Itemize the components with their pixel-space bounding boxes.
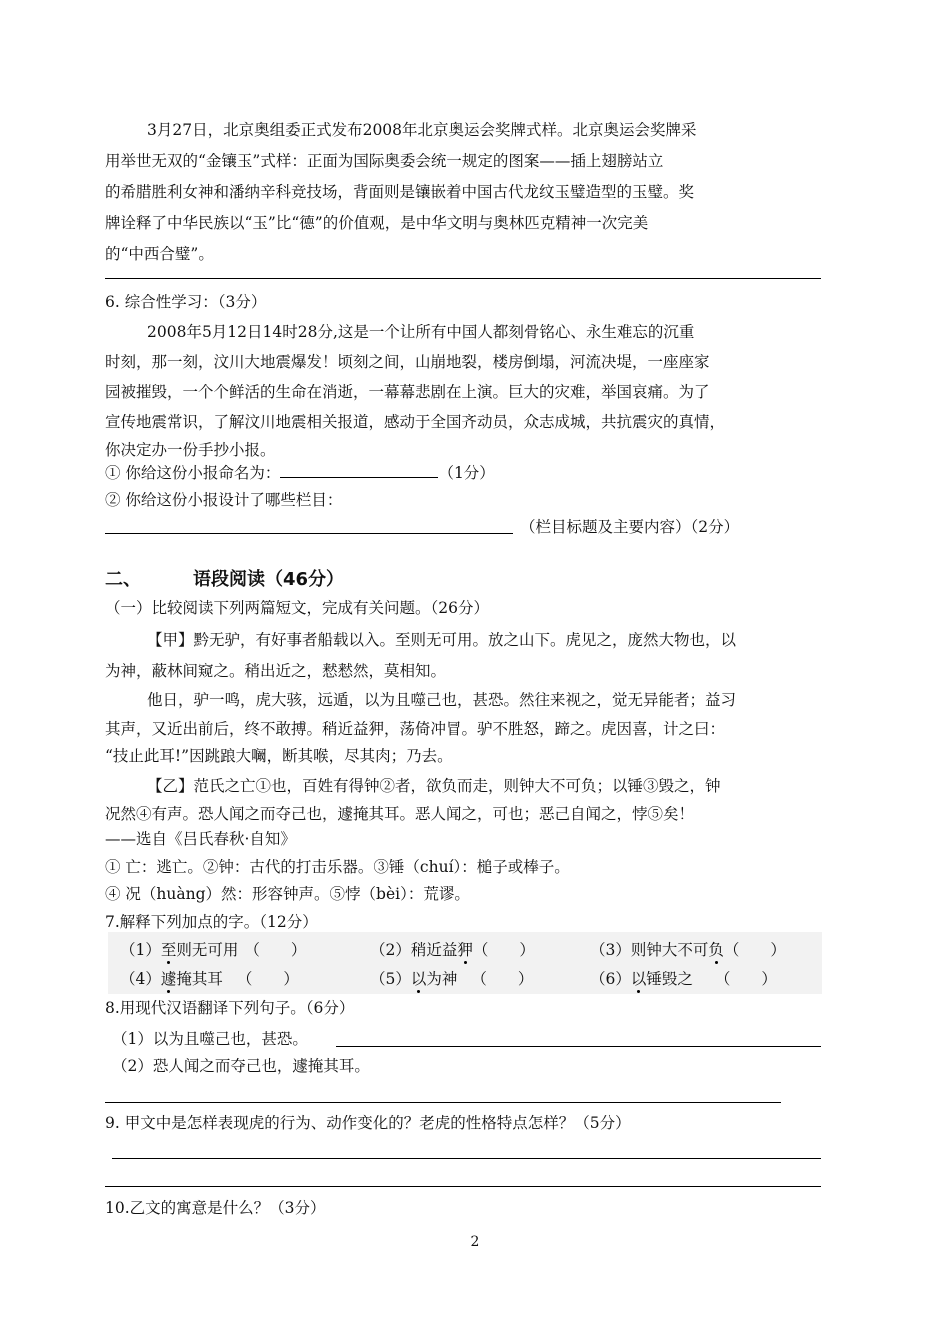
dotted-char: 狎 xyxy=(457,941,473,959)
dotted-char: 以 xyxy=(410,970,427,988)
q7-title: 7.解释下列加点的字。（12分） xyxy=(105,913,318,931)
q6-sub1-score: （1分） xyxy=(438,464,495,482)
passage-line: 牌诠释了中华民族以“玉”比“德”的价值观，是中华文明与奥林匹克精神一次完美 xyxy=(105,214,649,232)
jia-line: 【甲】黔无驴，有好事者船载以入。至则无可用。放之山下。虎见之，庞然大物也，以 xyxy=(147,631,737,649)
section-number: 二、 xyxy=(105,569,141,590)
q7-item: （1）至则无可用 （ ） xyxy=(120,941,307,959)
q6-sub1 xyxy=(105,461,495,483)
annotation-line: ④ 况（huàng）然：形容钟声。⑤悖（bèi）：荒谬。 xyxy=(105,885,470,903)
part1-instruction: （一）比较阅读下列两篇短文，完成有关问题。（26分） xyxy=(105,599,489,617)
answer-blank[interactable]: （ ） xyxy=(236,970,299,988)
jia-line: “技止此耳!”因跳踉大㘎，断其喉，尽其肉；乃去。 xyxy=(105,747,453,765)
q6-body-line: 你决定办一份手抄小报。 xyxy=(105,441,276,459)
q10-title: 10.乙文的寓意是什么？（3分） xyxy=(105,1199,326,1217)
q7-item: （6）以锤毁之 （ ） xyxy=(590,970,777,988)
yi-line: 况然④有声。恐人闻之而夺己也，遽掩其耳。恶人闻之，可也；恶己自闻之，悖⑤矣！ xyxy=(105,805,695,823)
answer-blank[interactable]: （ ） xyxy=(471,970,534,988)
q7-item: （4）遽掩其耳 （ ） xyxy=(120,970,299,988)
q6-sub2-label: ② 你给这份小报设计了哪些栏目： xyxy=(105,491,343,509)
q6-body-line: 宣传地震常识，了解汶川地震相关报道，感动于全国齐动员，众志成城，共抗震灾的真情， xyxy=(105,413,726,431)
q7-item: （3）则钟大不可负（ ） xyxy=(590,941,786,959)
passage-line: 的希腊胜利女神和潘纳辛科竞技场，背面则是镶嵌着中国古代龙纹玉璧造型的玉璧。奖 xyxy=(105,183,695,201)
q6-title: 6. 综合性学习：（3分） xyxy=(105,293,267,311)
dotted-char: 以 xyxy=(630,970,647,988)
dotted-char: 遽 xyxy=(160,970,177,988)
source-citation: ——选自《吕氏春秋·自知》 xyxy=(105,830,296,848)
q6-sub1-label: ① 你给这份小报命名为： xyxy=(105,464,281,482)
q7-item: （2）稍近益狎（ ） xyxy=(370,941,535,959)
passage-line: 用举世无双的“金镶玉”式样：正面为国际奥委会统一规定的图案——插上翅膀站立 xyxy=(105,152,664,170)
q9-title: 9. 甲文中是怎样表现虎的行为、动作变化的？老虎的性格特点怎样？（5分） xyxy=(105,1114,631,1132)
q8-title: 8.用现代汉语翻译下列句子。（6分） xyxy=(105,999,355,1017)
q8-sentence-1: （1）以为且噬己也，甚恐。 xyxy=(112,1030,308,1048)
newspaper-name-blank[interactable] xyxy=(280,461,438,478)
q9-answer-line-2[interactable] xyxy=(105,1186,821,1187)
divider-line xyxy=(105,278,821,279)
yi-line: 【乙】范氏之亡①也，百姓有得钟②者，欲负而走，则钟大不可负；以锤③毁之，钟 xyxy=(147,777,721,795)
dotted-char: 负 xyxy=(708,941,724,959)
columns-answer-line[interactable] xyxy=(105,533,513,534)
jia-line: 为神，蔽林间窥之。稍出近之，慭慭然，莫相知。 xyxy=(105,662,447,680)
q7-vocab-box xyxy=(108,932,822,994)
q8-answer-line-2[interactable] xyxy=(105,1102,781,1103)
answer-blank[interactable]: （ ） xyxy=(472,941,535,959)
q7-item: （5）以为神 （ ） xyxy=(370,970,534,988)
q6-sub2-note: （栏目标题及主要内容）（2分） xyxy=(520,518,740,536)
q6-body-line: 时刻，那一刻，汶川大地震爆发！顷刻之间，山崩地裂，楼房倒塌，河流决堤，一座座家 xyxy=(105,353,710,371)
jia-line: 其声，又近出前后，终不敢搏。稍近益狎，荡倚冲冒。驴不胜怒，蹄之。虎因喜，计之曰： xyxy=(105,720,726,738)
passage-line: 的“中西合璧”。 xyxy=(105,245,214,263)
q8-answer-line-1[interactable] xyxy=(336,1046,821,1047)
answer-blank[interactable]: （ ） xyxy=(723,941,786,959)
dotted-char: 至 xyxy=(160,941,177,959)
section-title: 语段阅读（46分） xyxy=(193,569,345,590)
answer-blank[interactable]: （ ） xyxy=(714,970,777,988)
passage-line: 3月27日，北京奥组委正式发布2008年北京奥运会奖牌式样。北京奥运会奖牌采 xyxy=(147,121,697,139)
q8-sentence-2: （2）恐人闻之而夺己也，遽掩其耳。 xyxy=(112,1057,370,1075)
answer-blank[interactable]: （ ） xyxy=(244,941,307,959)
q6-body-line: 园被摧毁，一个个鲜活的生命在消逝，一幕幕悲剧在上演。巨大的灾难，举国哀痛。为了 xyxy=(105,383,710,401)
jia-line: 他日，驴一鸣，虎大骇，远遁，以为且噬己也，甚恐。然往来视之，觉无异能者；益习 xyxy=(147,691,737,709)
q6-body-line: 2008年5月12日14时28分,这是一个让所有中国人都刻骨铭心、永生难忘的沉重 xyxy=(147,323,695,341)
q9-answer-line-1[interactable] xyxy=(112,1158,821,1159)
page-number: 2 xyxy=(470,1234,480,1250)
annotation-line: ① 亡：逃亡。②钟：古代的打击乐器。③锤（chuí）：槌子或棒子。 xyxy=(105,858,570,876)
